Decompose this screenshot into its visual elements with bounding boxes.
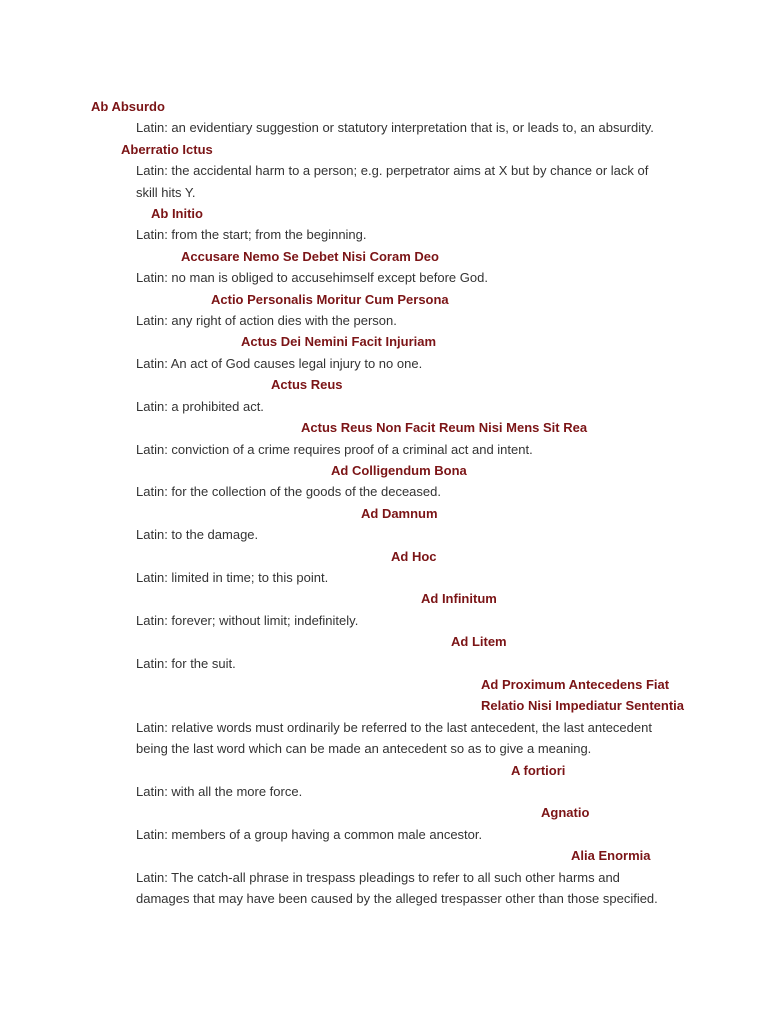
glossary-entry: [0, 331, 768, 374]
glossary-entry: [0, 503, 768, 546]
glossary-entry: [0, 674, 768, 760]
glossary-term: Ad Hoc: [391, 548, 437, 564]
glossary-definition: Latin: The catch-all phrase in trespass pleadings to refer to all such other harms and damages that may have been caused by the alleged trespasser other than those specified.: [136, 869, 658, 907]
glossary-term: Alia Enormia: [571, 848, 651, 864]
glossary-term: Ad Colligendum Bona: [331, 462, 467, 478]
glossary-definition: Latin: to the damage.: [136, 527, 259, 543]
glossary-term: Ab Initio: [151, 206, 203, 222]
glossary-entry: [0, 203, 768, 246]
glossary-entry: [0, 246, 768, 289]
glossary-term: Actus Reus Non Facit Reum Nisi Mens Sit Rea: [301, 420, 588, 436]
glossary-entry: [0, 845, 768, 909]
glossary-entry: [0, 139, 768, 203]
glossary-definition: Latin: members of a group having a common male ancestor.: [136, 826, 483, 842]
glossary-definition: Latin: from the start; from the beginning.: [136, 227, 367, 243]
glossary-entry: [0, 96, 768, 139]
glossary-definition: Latin: conviction of a crime requires proof of a criminal act and intent.: [136, 441, 533, 457]
glossary-term: Ad Litem: [451, 634, 507, 650]
glossary-entry: [0, 460, 768, 503]
glossary-entry: [0, 802, 768, 845]
glossary-term: Ab Absurdo: [91, 99, 165, 114]
glossary-definition: Latin: no man is obliged to accusehimself except before God.: [136, 270, 488, 286]
glossary-document: [0, 96, 768, 909]
glossary-entry: [0, 374, 768, 417]
glossary-entry: [0, 588, 768, 631]
glossary-definition: Latin: for the suit.: [136, 655, 236, 671]
glossary-definition: Latin: for the collection of the goods of the deceased.: [136, 484, 441, 500]
glossary-definition: Latin: An act of God causes legal injury to no one.: [136, 355, 423, 371]
glossary-entry: [0, 760, 768, 803]
glossary-term: Ad Damnum: [361, 505, 438, 521]
glossary-term: Agnatio: [541, 805, 590, 821]
glossary-term: Accusare Nemo Se Debet Nisi Coram Deo: [181, 248, 439, 264]
glossary-definition: Latin: limited in time; to this point.: [136, 569, 329, 585]
glossary-term: Actus Dei Nemini Facit Injuriam: [241, 334, 437, 350]
glossary-definition: Latin: an evidentiary suggestion or statutory interpretation that is, or leads to, an absurdity.: [136, 120, 654, 136]
glossary-entry: [0, 417, 768, 460]
glossary-term: Aberratio Ictus: [121, 141, 213, 157]
glossary-entry: [0, 631, 768, 674]
glossary-definition: Latin: the accidental harm to a person; e.g. perpetrator aims at X but by chance or lack of skill hits Y.: [136, 163, 649, 200]
glossary-definition: Latin: any right of action dies with the person.: [136, 313, 397, 329]
glossary-entry: [0, 546, 768, 589]
glossary-term: Ad Proximum Antecedens Fiat Relatio Nisi Impediatur Sententia: [481, 676, 684, 714]
glossary-term: Actus Reus: [271, 377, 343, 393]
glossary-term: A fortiori: [511, 762, 566, 778]
glossary-definition: Latin: with all the more force.: [136, 784, 303, 799]
glossary-definition: Latin: a prohibited act.: [136, 398, 264, 414]
glossary-entry: [0, 289, 768, 332]
glossary-term: Actio Personalis Moritur Cum Persona: [211, 291, 449, 307]
glossary-definition: Latin: forever; without limit; indefinitely.: [136, 612, 359, 628]
glossary-term: Ad Infinitum: [421, 591, 497, 607]
glossary-definition: Latin: relative words must ordinarily be referred to the last antecedent, the last antecedent being the last word which can be made an antecedent so as to give a meaning.: [136, 719, 652, 757]
